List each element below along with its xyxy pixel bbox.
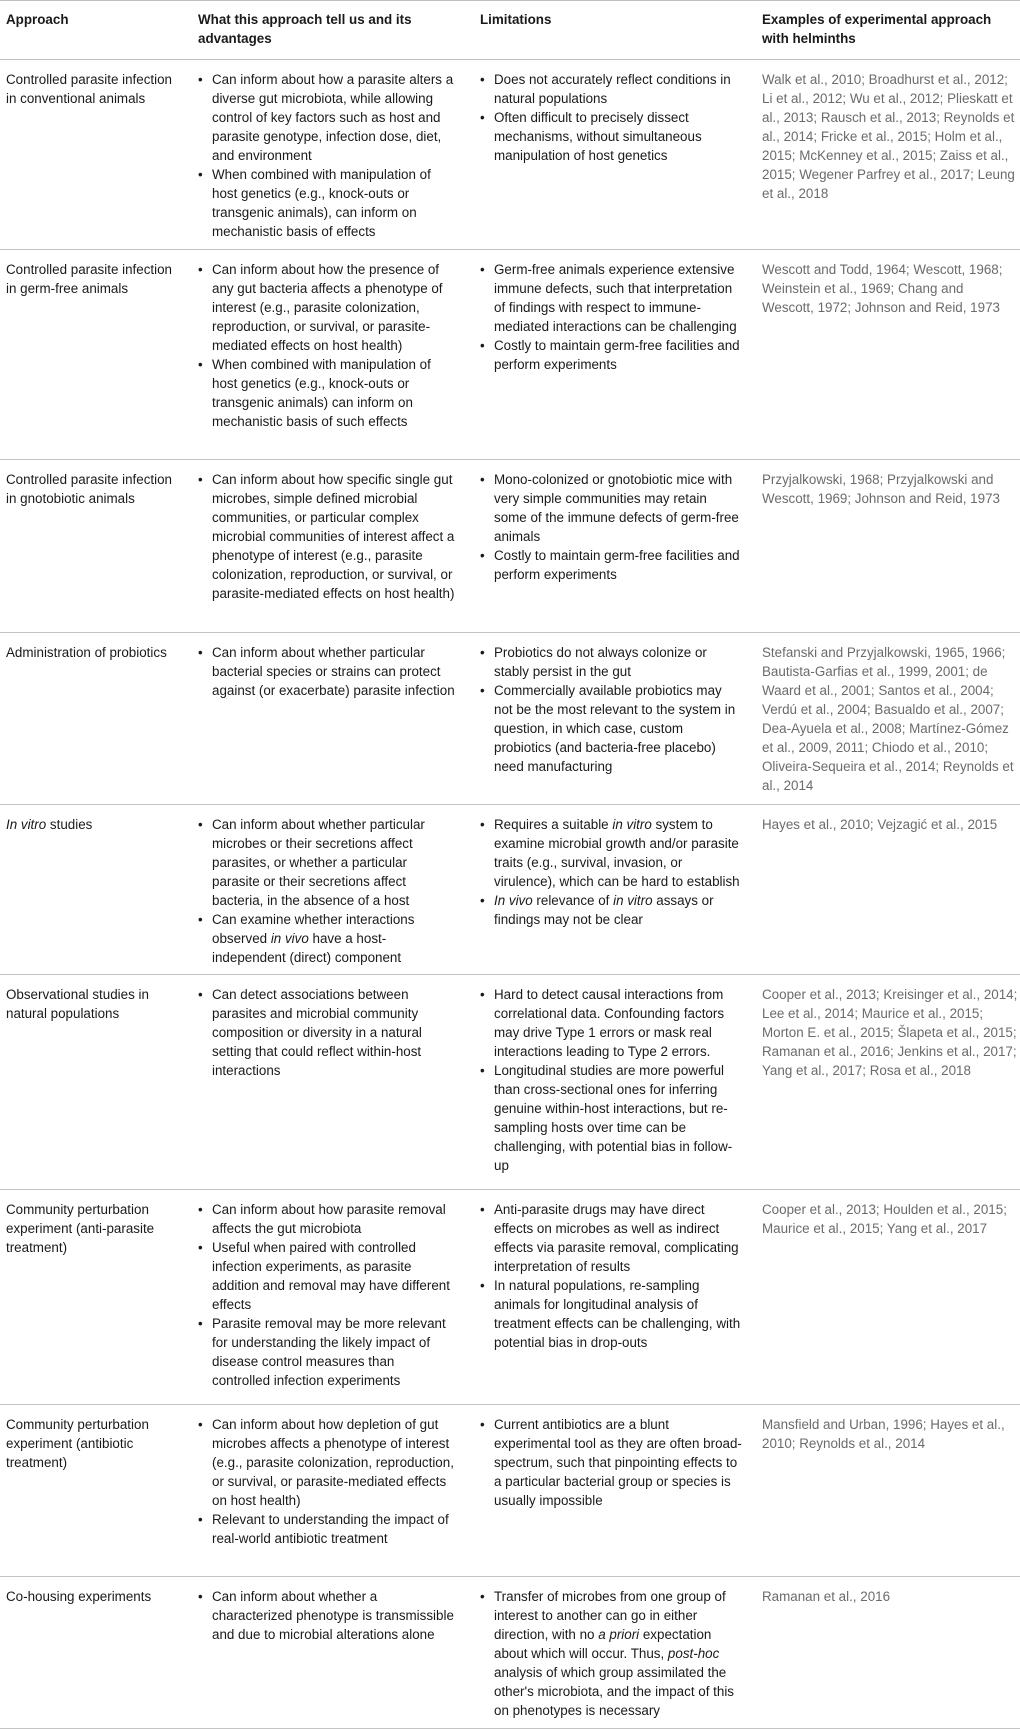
bullet-item: • Can detect associations between parasites and microbial community composition or diversity in a natural setting that could reflect within-host interactions [198, 985, 456, 1080]
bullet-item: • Current antibiotics are a blunt experimental tool as they are often broad-spectrum, such that pinpointing effects to a particular bacterial group or species is usually impossible [480, 1415, 742, 1510]
advantages-cell [198, 985, 456, 1080]
bullet-item: • Useful when paired with controlled infection experiments, as parasite addition and removal may have different effects [198, 1238, 456, 1314]
table-row [0, 60, 1020, 250]
header-approach: Approach [6, 12, 69, 27]
advantages-list [198, 1587, 456, 1644]
limitations-cell [480, 1415, 742, 1510]
advantages-cell [198, 260, 456, 431]
limitations-cell [480, 470, 742, 584]
examples-cell: Walk et al., 2010; Broadhurst et al., 2012; Li et al., 2012; Wu et al., 2012; Plieskatt et al., 2013; Rausch et al., 2013; Reynolds et al., 2014; Fricke et al., 2015; Holm et al., 2015; McKenney et al., 2015; Zaiss et al., 2015; Wegener Parfrey et al., 2017; Leung et al., 2018 [762, 72, 1015, 201]
advantages-cell [198, 815, 456, 967]
bullet-item: • Commercially available probiotics may not be the most relevant to the system in question, in which case, custom probiotics (and bacteria-free placebo) need manufacturing [480, 681, 742, 776]
bullet-item: • Can inform about whether a characterized phenotype is transmissible and due to microbial alterations alone [198, 1587, 456, 1644]
bullet-item: • Anti-parasite drugs may have direct effects on microbes as well as indirect effects via parasite removal, complicating interpretation of results [480, 1200, 742, 1276]
examples-cell: Hayes et al., 2010; Vejzagić et al., 2015 [762, 817, 998, 832]
examples-cell: Cooper et al., 2013; Houlden et al., 2015; Maurice et al., 2015; Yang et al., 2017 [762, 1202, 1007, 1236]
bullet-item: • Can inform about how depletion of gut microbes affects a phenotype of interest (e.g., parasite colonization, reproduction, or survival, or parasite-mediated effects on host health) [198, 1415, 456, 1510]
bullet-item: • Can inform about how specific single gut microbes, simple defined microbial communities, or particular complex microbial communities of interest affect a phenotype of interest (e.g., parasite colonization, reproduction, or survival, or parasite-mediated effects on host health) [198, 470, 456, 603]
approach-cell: Community perturbation experiment (antibiotic treatment) [6, 1417, 149, 1470]
limitations-list [480, 260, 742, 374]
header-advantages: What this approach tell us and its advantages [198, 12, 412, 46]
bullet-item: • Can inform about how the presence of any gut bacteria affects a phenotype of interest (e.g., parasite colonization, reproduction, or survival, or parasite-mediated effects on host health) [198, 260, 456, 355]
bullet-item: • Requires a suitable in vitro system to examine microbial growth and/or parasite traits (e.g., survival, invasion, or virulence), which can be hard to establish [480, 815, 742, 891]
header-examples: Examples of experimental approach with helminths [762, 12, 992, 46]
limitations-list [480, 1415, 742, 1510]
approach-cell: Observational studies in natural populations [6, 987, 149, 1021]
bullet-item: • Can inform about whether particular microbes or their secretions affect parasites, or whether a particular parasite or their secretions affect bacteria, in the absence of a host [198, 815, 456, 910]
advantages-cell [198, 1587, 456, 1644]
advantages-cell [198, 470, 456, 603]
bullet-item: • Can examine whether interactions observed in vivo have a host-independent (direct) component [198, 910, 456, 967]
limitations-list [480, 985, 742, 1175]
bullet-item: • When combined with manipulation of host genetics (e.g., knock-outs or transgenic animals), can inform on mechanistic basis of effects [198, 165, 456, 241]
examples-cell: Wescott and Todd, 1964; Wescott, 1968; Weinstein et al., 1969; Chang and Wescott, 1972; Johnson and Reid, 1973 [762, 262, 1003, 315]
limitations-cell [480, 70, 742, 165]
limitations-cell [480, 260, 742, 374]
advantages-list [198, 1200, 456, 1390]
limitations-list [480, 70, 742, 165]
advantages-cell [198, 1415, 456, 1548]
bullet-item: • Can inform about how a parasite alters a diverse gut microbiota, while allowing control of key factors such as host and parasite genotype, infection dose, diet, and environment [198, 70, 456, 165]
bullet-item: • When combined with manipulation of host genetics (e.g., knock-outs or transgenic animals) can inform on mechanistic basis of such effects [198, 355, 456, 431]
limitations-cell [480, 815, 742, 929]
bullet-item: • Costly to maintain germ-free facilities and perform experiments [480, 336, 742, 374]
advantages-cell [198, 1200, 456, 1390]
bullet-item: • Transfer of microbes from one group of interest to another can go in either direction, with no a priori expectation about which will occur. Thus, post-hoc analysis of which group assimilated the other's microbiota, and the impact of this on phenotypes is necessary [480, 1587, 742, 1720]
limitations-cell [480, 643, 742, 776]
bullet-item: • Does not accurately reflect conditions in natural populations [480, 70, 742, 108]
table-row [0, 250, 1020, 460]
advantages-list [198, 1415, 456, 1548]
table-row [0, 975, 1020, 1190]
approach-cell: Controlled parasite infection in gnotobiotic animals [6, 472, 172, 506]
bullet-item: • In vivo relevance of in vitro assays or findings may not be clear [480, 891, 742, 929]
approach-cell: Controlled parasite infection in conventional animals [6, 72, 172, 106]
limitations-list [480, 1200, 742, 1352]
table-row [0, 805, 1020, 975]
limitations-cell [480, 1200, 742, 1352]
advantages-cell [198, 70, 456, 241]
examples-cell: Cooper et al., 2013; Kreisinger et al., 2014; Lee et al., 2014; Maurice et al., 2015; Morton E. et al., 2015; Šlapeta et al., 2015; Ramanan et al., 2016; Jenkins et al., 2017; Yang et al., 2017; Rosa et al., 2018 [762, 987, 1018, 1078]
table-row [0, 1577, 1020, 1729]
header-limitations: Limitations [480, 12, 552, 27]
bullet-item: • Mono-colonized or gnotobiotic mice with very simple communities may retain some of the immune defects of germ-free animals [480, 470, 742, 546]
bullet-item: • Often difficult to precisely dissect mechanisms, without simultaneous manipulation of host genetics [480, 108, 742, 165]
examples-cell: Stefanski and Przyjalkowski, 1965, 1966; Bautista-Garfias et al., 1999, 2001; de Waard et al., 2001; Santos et al., 2004; Verdú et al., 2004; Basualdo et al., 2007; Dea-Ayuela et al., 2008; Martínez-Gómez et al., 2009, 2011; Chiodo et al., 2010; Oliveira-Sequeira et al., 2014; Reynolds et al., 2014 [762, 645, 1014, 793]
examples-cell: Przyjalkowski, 1968; Przyjalkowski and Wescott, 1969; Johnson and Reid, 1973 [762, 472, 1000, 506]
bullet-item: • Parasite removal may be more relevant for understanding the likely impact of disease control measures than controlled infection experiments [198, 1314, 456, 1390]
examples-cell: Mansfield and Urban, 1996; Hayes et al., 2010; Reynolds et al., 2014 [762, 1417, 1005, 1451]
advantages-list [198, 643, 456, 700]
limitations-list [480, 470, 742, 584]
advantages-list [198, 815, 456, 967]
approach-cell: Administration of probiotics [6, 645, 167, 660]
approach-cell: Controlled parasite infection in germ-free animals [6, 262, 172, 296]
limitations-list [480, 1587, 742, 1720]
approach-cell: Community perturbation experiment (anti-parasite treatment) [6, 1202, 155, 1255]
advantages-list [198, 470, 456, 603]
examples-cell: Ramanan et al., 2016 [762, 1589, 891, 1604]
bullet-item: • Hard to detect causal interactions from correlational data. Confounding factors may drive Type 1 errors or mask real interactions leading to Type 2 errors. [480, 985, 742, 1061]
advantages-list [198, 985, 456, 1080]
limitations-list [480, 815, 742, 929]
bullet-item: • Can inform about whether particular bacterial species or strains can protect against (or exacerbate) parasite infection [198, 643, 456, 700]
table-row [0, 1190, 1020, 1405]
advantages-list [198, 260, 456, 431]
advantages-cell [198, 643, 456, 700]
limitations-list [480, 643, 742, 776]
table-header [0, 0, 1020, 60]
limitations-cell [480, 985, 742, 1175]
bullet-item: • In natural populations, re-sampling animals for longitudinal analysis of treatment effects can be challenging, with potential bias in drop-outs [480, 1276, 742, 1352]
table-row [0, 1405, 1020, 1577]
bullet-item: • Germ-free animals experience extensive immune defects, such that interpretation of findings with respect to immune-mediated interactions can be challenging [480, 260, 742, 336]
table-row [0, 460, 1020, 633]
advantages-list [198, 70, 456, 241]
limitations-cell [480, 1587, 742, 1720]
bullet-item: • Relevant to understanding the impact of real-world antibiotic treatment [198, 1510, 456, 1548]
bullet-item: • Longitudinal studies are more powerful than cross-sectional ones for inferring genuine within-host interactions, but re-sampling hosts over time can be challenging, with potential bias in follow-up [480, 1061, 742, 1175]
table-row [0, 633, 1020, 805]
approach-cell: Co-housing experiments [6, 1589, 152, 1604]
approach-cell: In vitro studies [6, 817, 93, 832]
bullet-item: • Costly to maintain germ-free facilities and perform experiments [480, 546, 742, 584]
bullet-item: • Probiotics do not always colonize or stably persist in the gut [480, 643, 742, 681]
bullet-item: • Can inform about how parasite removal affects the gut microbiota [198, 1200, 456, 1238]
